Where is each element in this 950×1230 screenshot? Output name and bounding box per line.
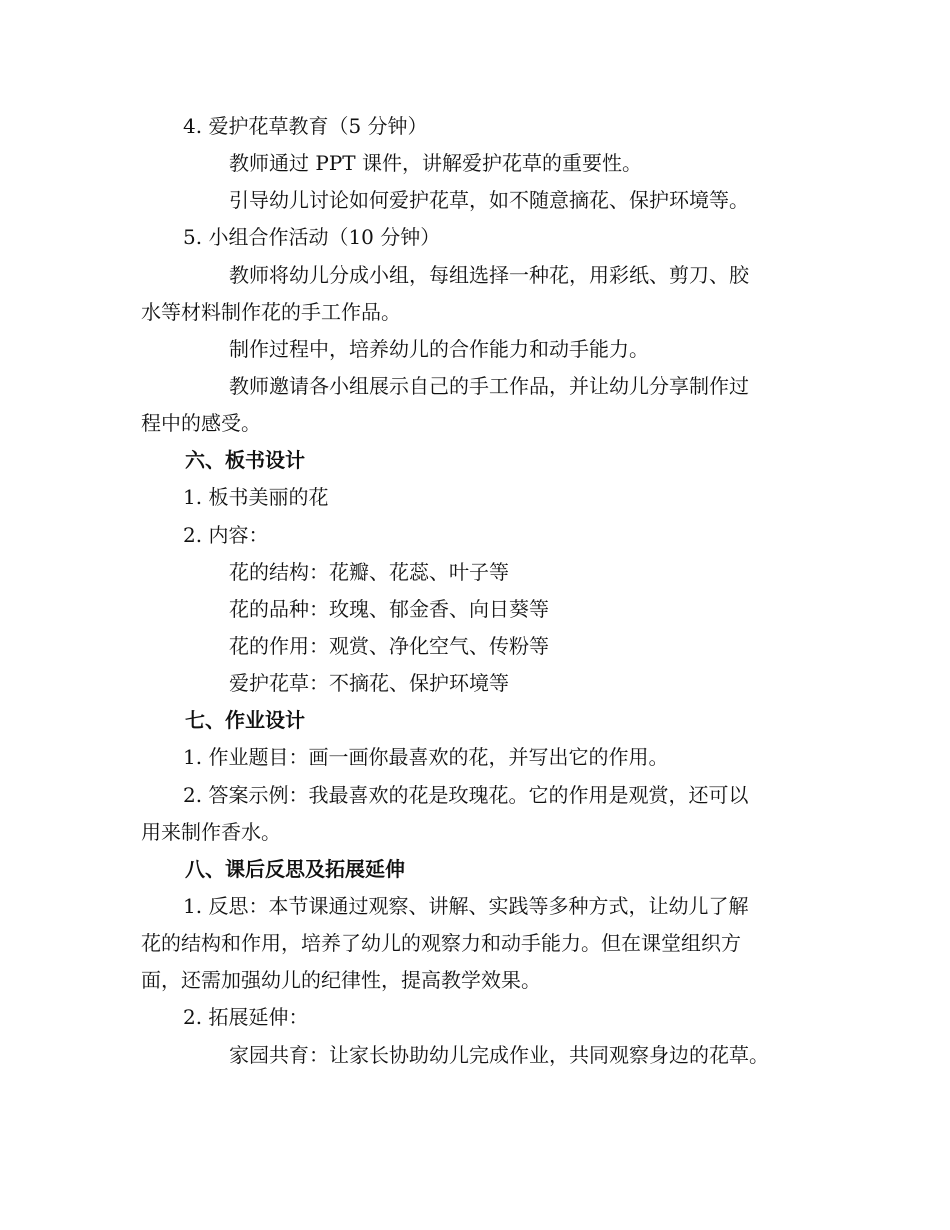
homework-heading: 七、作业设计: [185, 708, 305, 732]
section-5-paragraph-2: 制作过程中，培养幼儿的合作能力和动手能力。: [229, 337, 649, 361]
reflection-item-2-detail: 家园共育：让家长协助幼儿完成作业，共同观察身边的花草。: [229, 1043, 769, 1067]
board-design-heading: 六、板书设计: [185, 448, 305, 472]
board-content-structure: 花的结构：花瓣、花蕊、叶子等: [229, 560, 509, 584]
homework-item-2-line-1: 2. 答案示例：我最喜欢的花是玫瑰花。它的作用是观赏，还可以: [183, 783, 749, 807]
section-5-title: 5. 小组合作活动（10 分钟）: [183, 225, 441, 249]
board-item-1: 1. 板书美丽的花: [183, 485, 329, 509]
reflection-heading: 八、课后反思及拓展延伸: [185, 857, 405, 881]
section-4-title: 4. 爱护花草教育（5 分钟）: [183, 114, 428, 138]
section-4-paragraph-1: 教师通过 PPT 课件，讲解爱护花草的重要性。: [229, 151, 642, 175]
reflection-item-2: 2. 拓展延伸：: [183, 1005, 309, 1029]
reflection-item-1-line-2: 花的结构和作用，培养了幼儿的观察力和动手能力。但在课堂组织方: [141, 931, 741, 955]
homework-item-1: 1. 作业题目：画一画你最喜欢的花，并写出它的作用。: [183, 745, 669, 769]
reflection-item-1-line-3: 面，还需加强幼儿的纪律性，提高教学效果。: [141, 968, 541, 992]
section-4-paragraph-2: 引导幼儿讨论如何爱护花草，如不随意摘花、保护环境等。: [229, 188, 749, 212]
board-item-2: 2. 内容：: [183, 523, 269, 547]
section-5-paragraph-1-line-1: 教师将幼儿分成小组，每组选择一种花，用彩纸、剪刀、胶: [229, 263, 749, 287]
homework-item-2-line-2: 用来制作香水。: [141, 820, 281, 844]
board-content-uses: 花的作用：观赏、净化空气、传粉等: [229, 634, 549, 658]
section-5-paragraph-1-line-2: 水等材料制作花的手工作品。: [141, 300, 401, 324]
board-content-varieties: 花的品种：玫瑰、郁金香、向日葵等: [229, 597, 549, 621]
reflection-item-1-line-1: 1. 反思：本节课通过观察、讲解、实践等多种方式，让幼儿了解: [183, 894, 749, 918]
section-5-paragraph-3-line-1: 教师邀请各小组展示自己的手工作品，并让幼儿分享制作过: [229, 374, 749, 398]
section-5-paragraph-3-line-2: 程中的感受。: [141, 411, 261, 435]
board-content-care: 爱护花草：不摘花、保护环境等: [229, 671, 509, 695]
